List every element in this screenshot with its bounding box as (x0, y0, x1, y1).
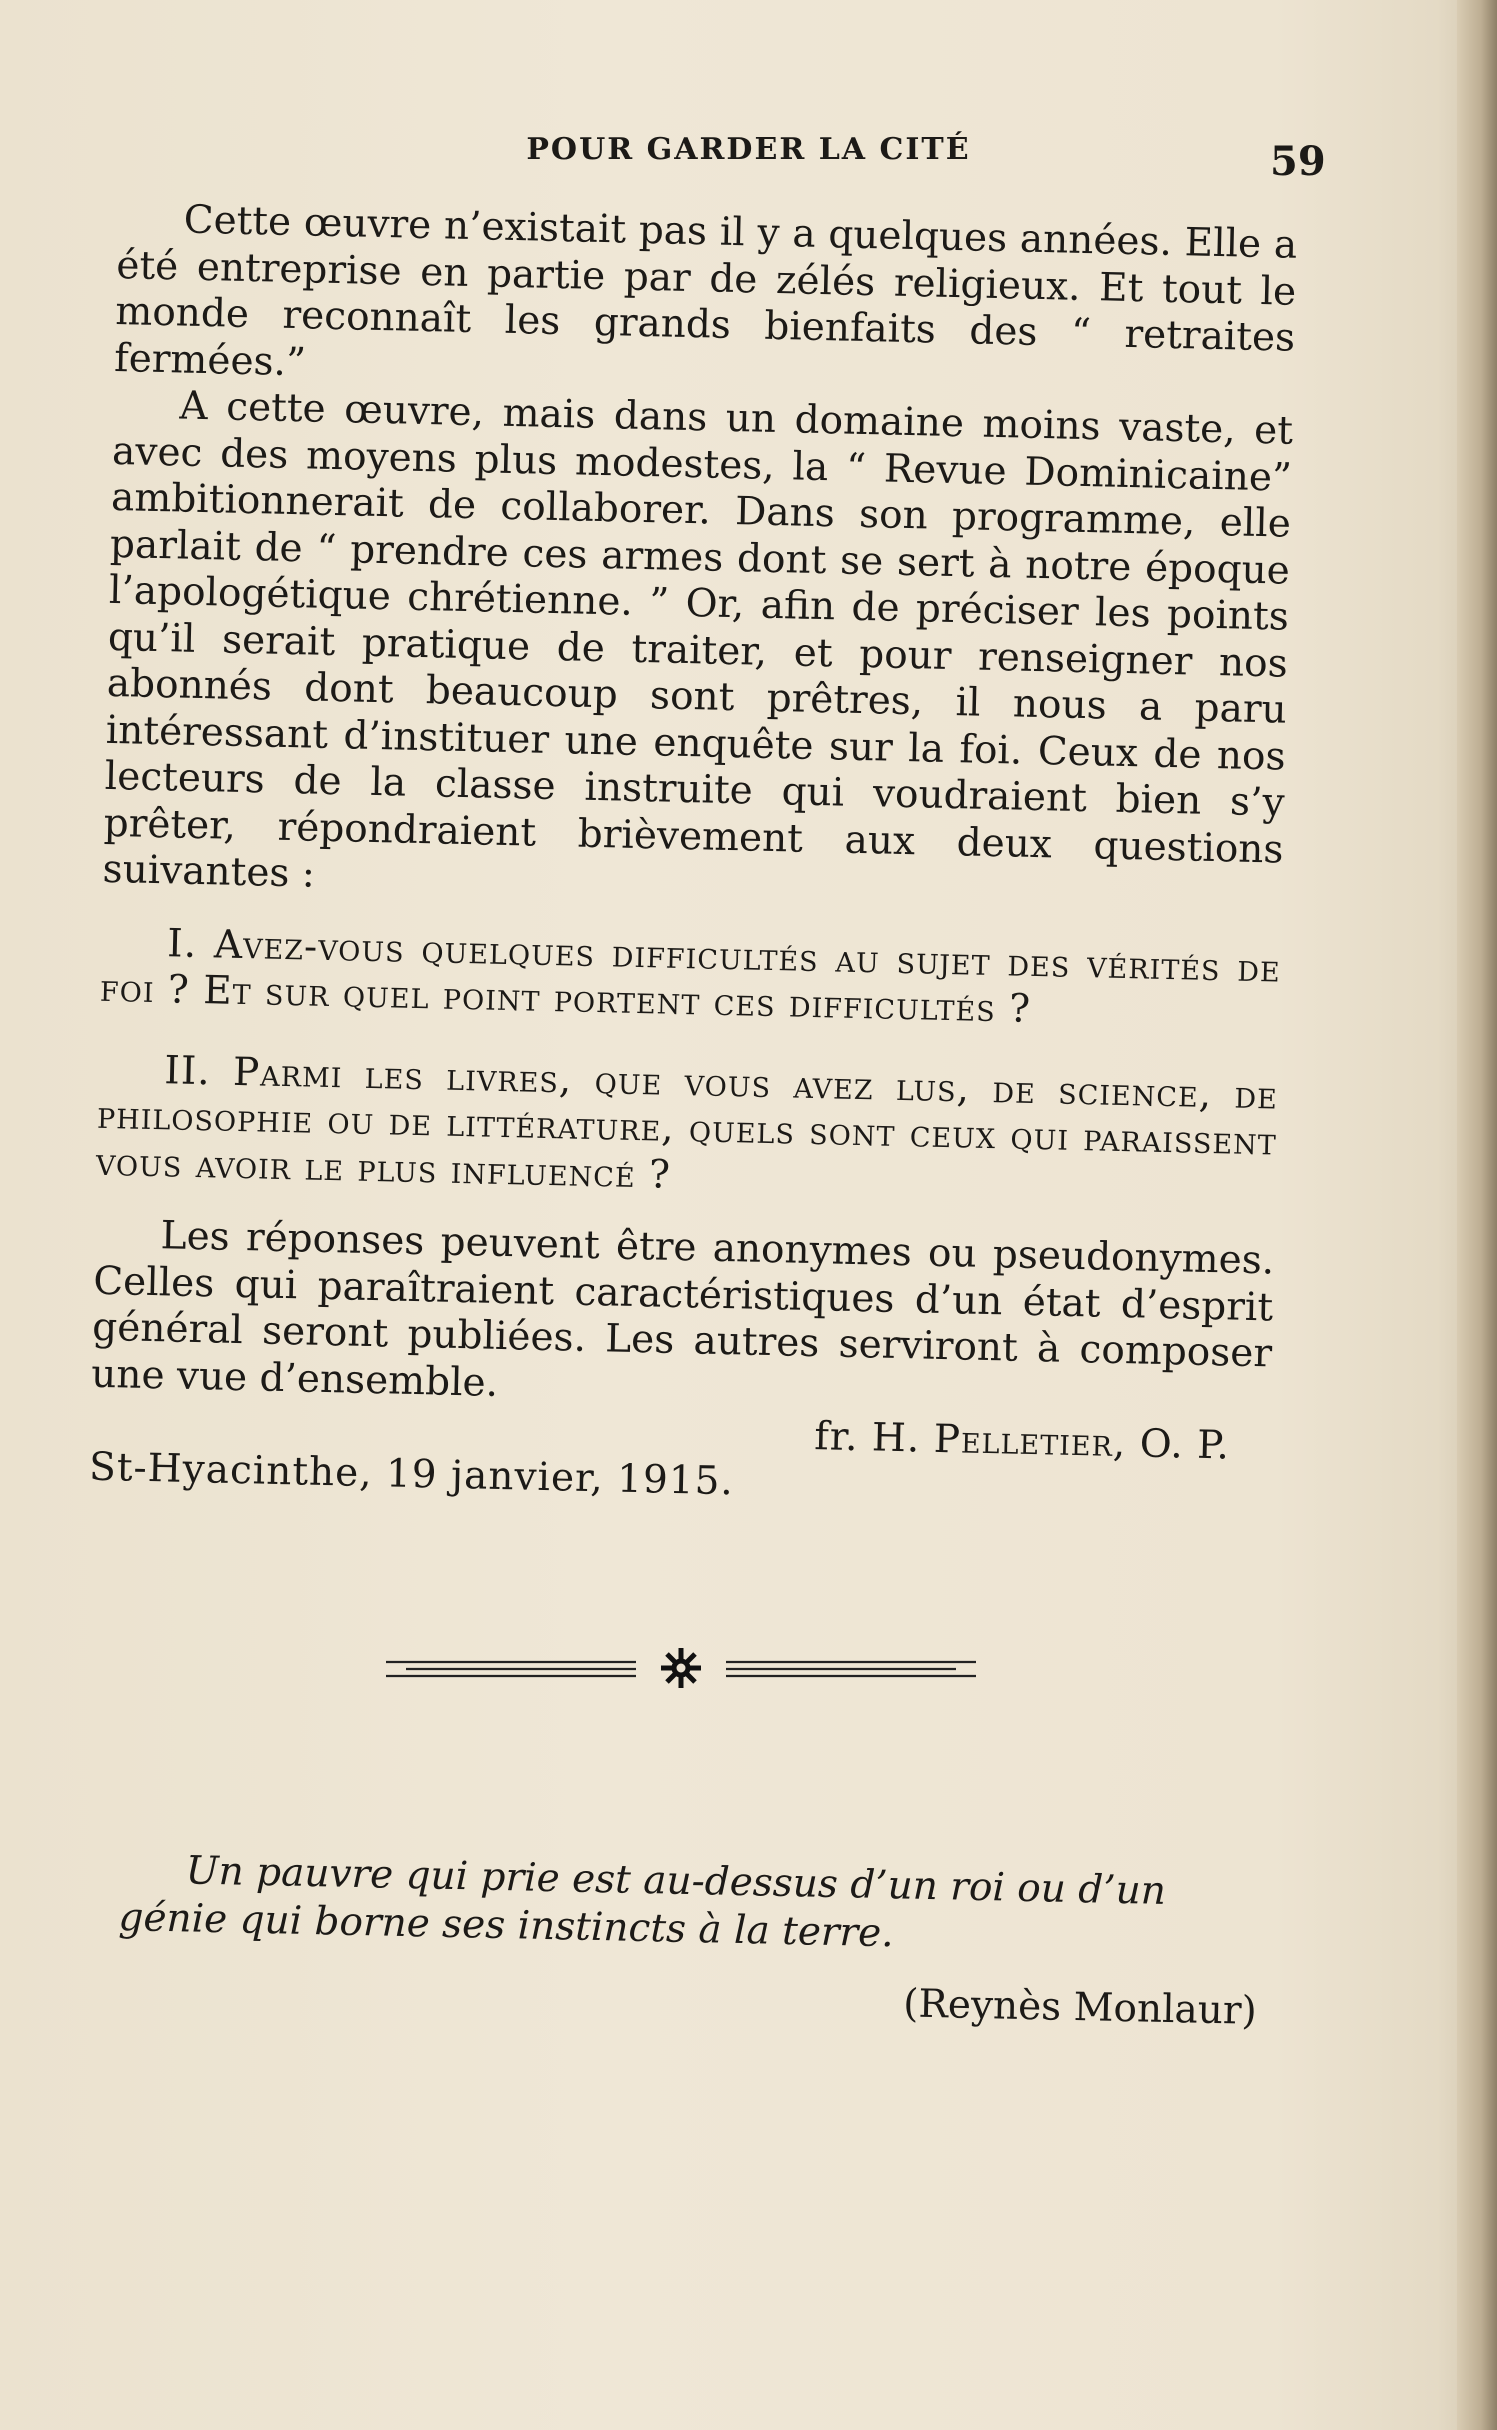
book-spine-shadow (1457, 0, 1497, 2430)
question-one: I. Avez-vous quelques difficultés au sujet des vérités de foi ? Et sur quel point portent ces difficultés ? (99, 920, 1282, 1032)
ornament-divider (386, 1644, 976, 1692)
page-number: 59 (1270, 138, 1326, 185)
paragraph-program: A cette œuvre, mais dans un domaine moins vaste, et avec des moyens plus modestes, la “ Revue Dominicaine” ambitionnerait de collaborer. Dans son programme, elle parlait de “ prendre ces armes dont se sert à notre époque l’apologétique chrétienne. ” Or, afin de préciser les points qu’il serait pratique de traiter, et pour renseigner nos abonnés dont beaucoup sont prêtres, il nous a paru intéressant d’instituer une enquête sur la foi. Ceux de nos lecteurs de la classe instruite qui voudraient bien s’y prêter, répondraient brièvement aux deux questions suivantes : (102, 383, 1294, 897)
question-two: II. Parmi les livres, que vous avez lus, de science, de philosophie ou de littérature, quels sont ceux qui paraissent vous avoir le plus influencé ? (95, 1047, 1279, 1198)
signature-suffix: , O. P. (1112, 1420, 1231, 1469)
paragraph-responses: Les réponses peuvent être anonymes ou pseudonymes. Celles qui paraîtraient caractéristiques d’un état d’esprit général seront publiées. Les autres serviront à composer une vue d’ensemble. (90, 1213, 1275, 1406)
paragraph-intro: Cette œuvre n’existait pas il y a quelques années. Elle a été entreprise en partie par de zélés religieux. Et tout le monde reconnaît les grands bienfaits des “ retraites fermées.” (113, 197, 1298, 385)
signature-name: Pelletier (933, 1416, 1114, 1466)
epigraph-author: (Reynès Monlaur) (902, 1981, 1258, 2034)
running-title: POUR GARDER LA CITÉ (526, 132, 971, 167)
epigraph (117, 1846, 1270, 2036)
main-text-block (89, 196, 1298, 1517)
epigraph-text: Un pauvre qui prie est au-dessus d’un roi ou d’un génie qui borne ses instincts à la terre. (118, 1848, 1167, 1957)
asterisk-ornament-icon (661, 1648, 701, 1688)
place-date: St-Hyacinthe, 19 janvier, 1915. (88, 1444, 735, 1504)
signature-prefix: fr. H. (813, 1414, 935, 1462)
